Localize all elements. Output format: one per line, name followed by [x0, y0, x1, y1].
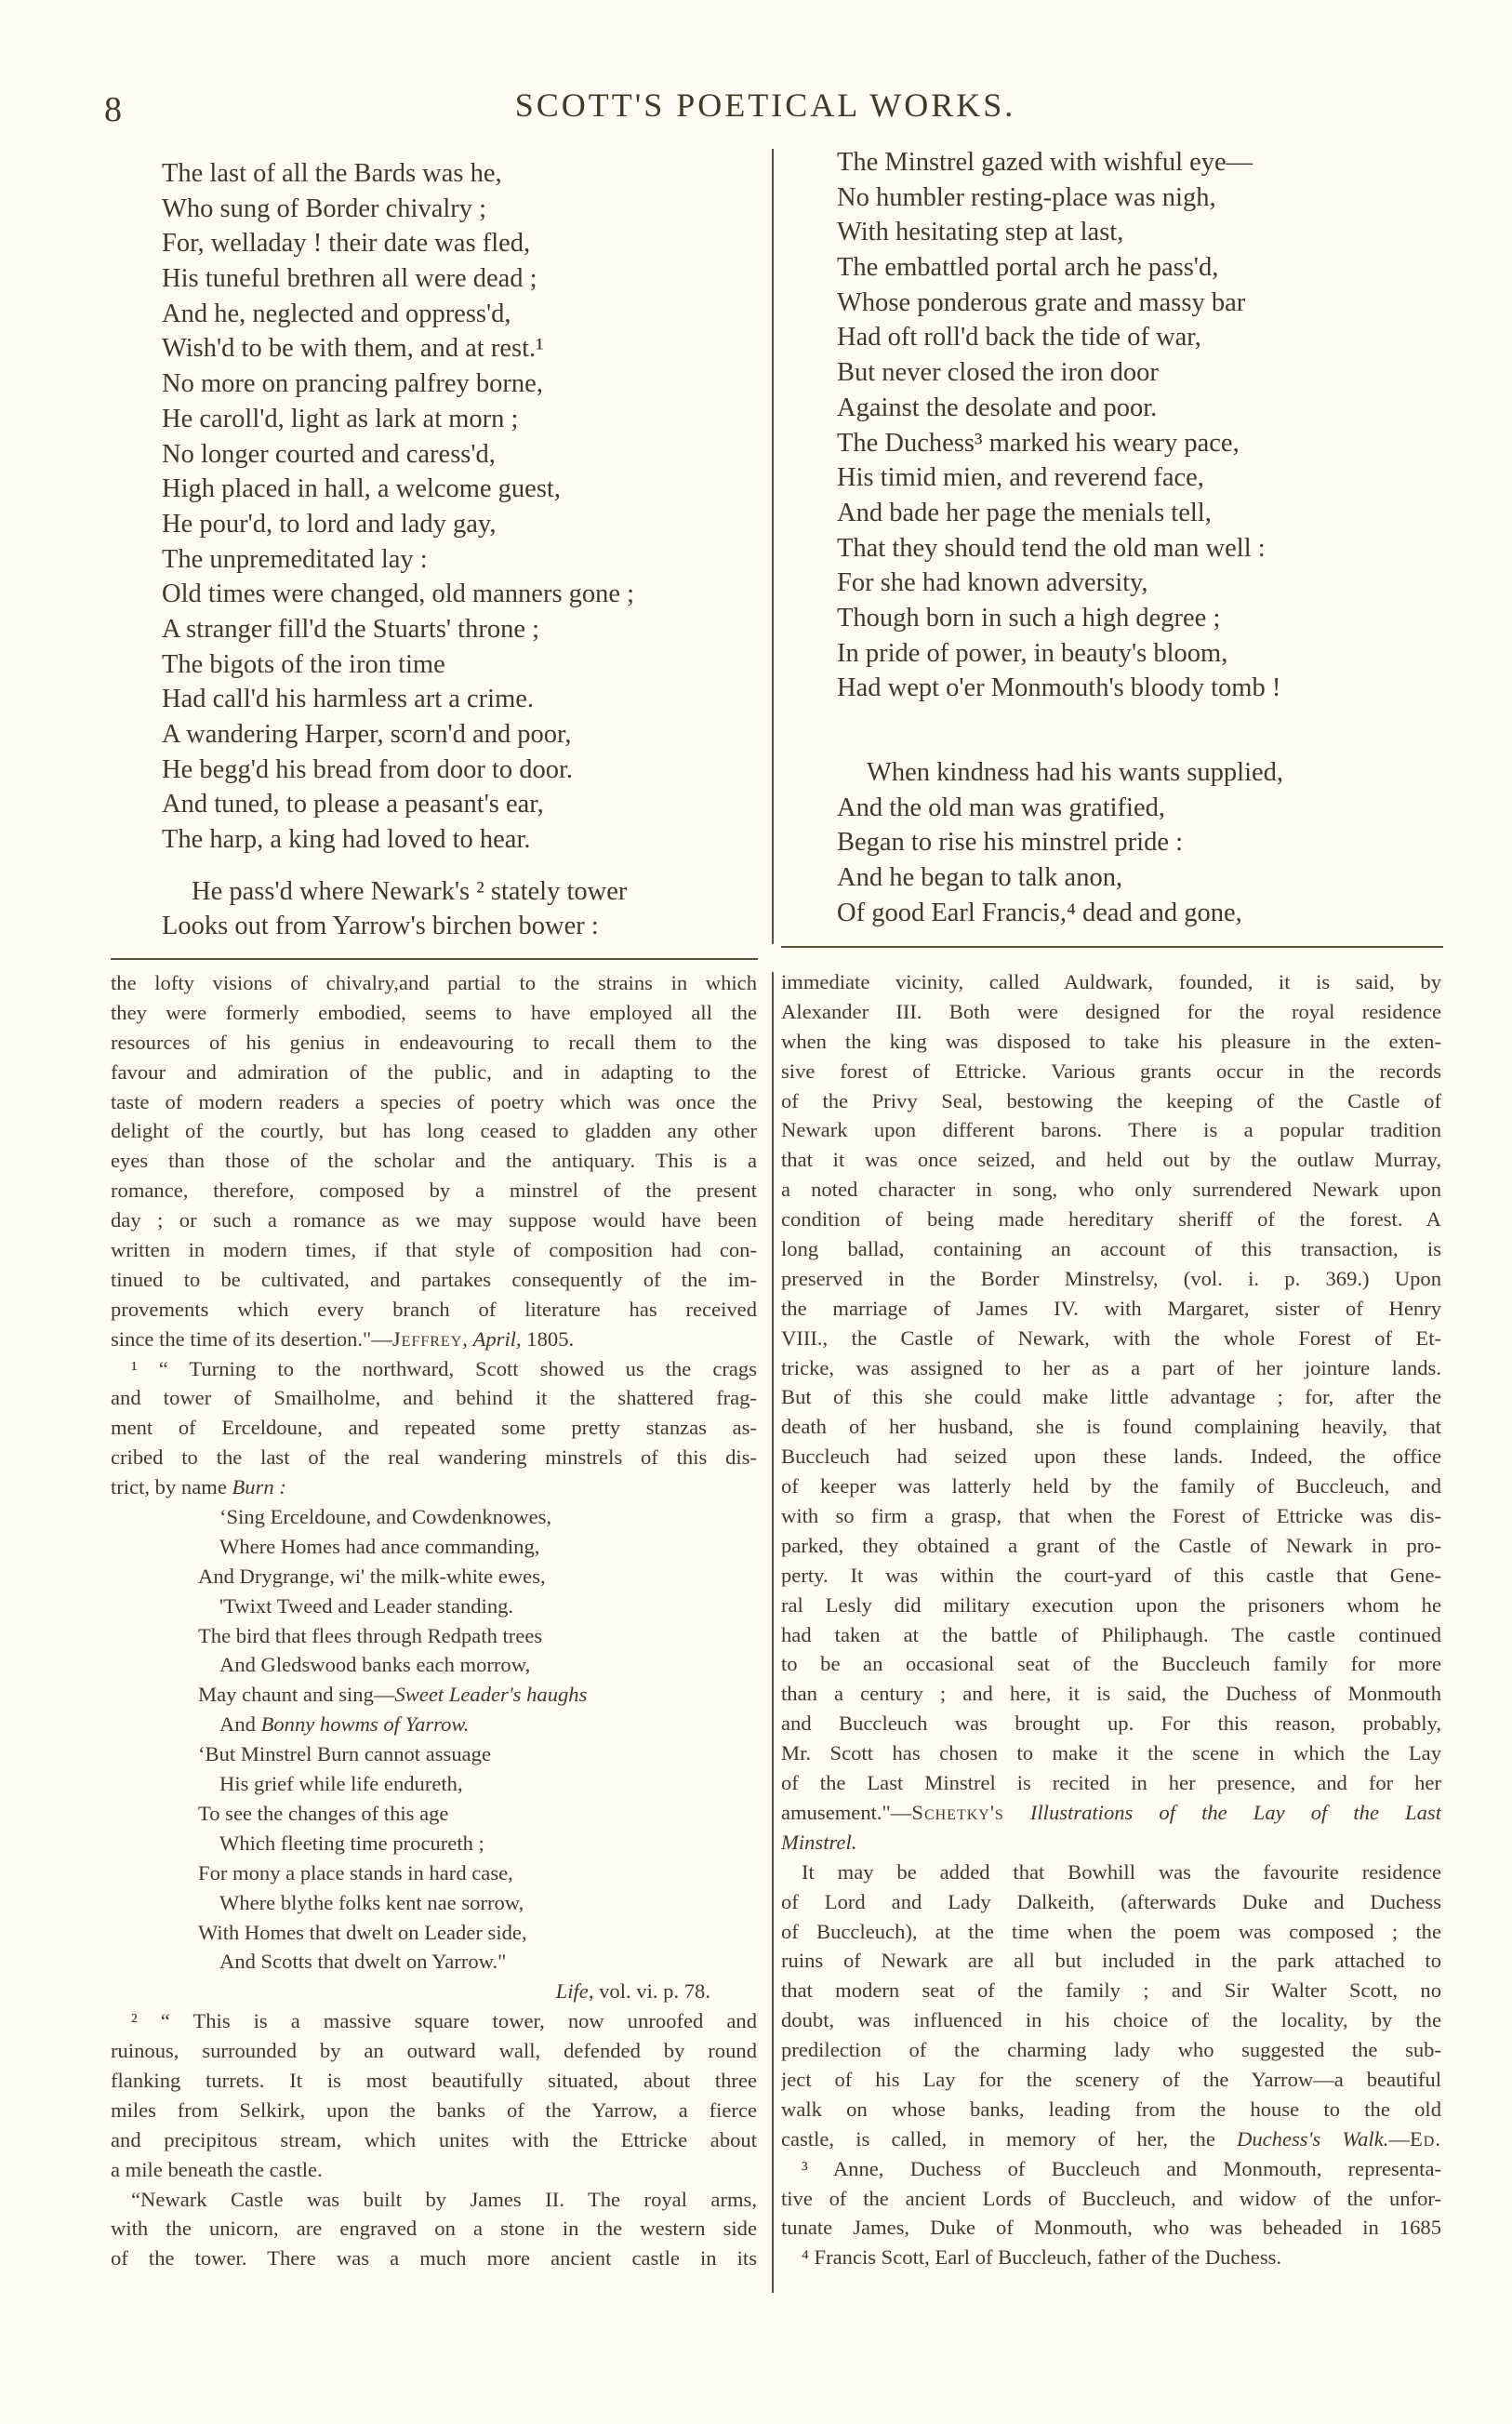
verse-line: The embattled portal arch he pass'd,: [837, 253, 1219, 283]
footnote-line: [111, 1354, 757, 1384]
text-run: than a century ; and here, it is said, the Duchess of Monmouth: [781, 1682, 1441, 1706]
text-run: provements which every branch of literature has received: [111, 1297, 757, 1321]
quoted-verse-line: [111, 1502, 757, 1532]
stanza-right-2: [837, 755, 1283, 930]
text-run: To see the changes of this age: [198, 1801, 449, 1825]
verse-line: Had wept o'er Monmouth's bloody tomb !: [837, 673, 1281, 703]
text-run: and precipitous stream, which unites with the Ettricke about: [111, 2127, 757, 2151]
text-run: written in modern times, if that style of composition had con-: [111, 1238, 757, 1262]
text-run: castle, is called, in memory of her, the: [781, 2126, 1238, 2151]
footnote-line: [781, 1976, 1441, 2005]
text-run: Schetky's: [911, 1800, 1004, 1824]
footnote-line: [111, 1325, 757, 1354]
footnote-line: [111, 1146, 757, 1176]
footnote-line: [781, 1620, 1441, 1650]
text-run: to be an occasional seat of the Buccleuch family for more: [781, 1652, 1441, 1676]
verse-line: No humbler resting-place was nigh,: [837, 182, 1216, 212]
column-divider-top: [772, 149, 774, 944]
text-run: death of her husband, she is found complaining heavily, that: [781, 1415, 1441, 1439]
text-run: flanking turrets. It is most beautifully situated, about three: [111, 2068, 757, 2092]
text-run: parked, they obtained a grant of the Castle of Newark in pro-: [781, 1533, 1441, 1557]
text-run: It may be added that Bowhill was the favourite residence: [802, 1859, 1441, 1884]
text-run: of the Privy Seal, bestowing the keeping of the Castle of: [781, 1088, 1441, 1112]
text-run: immediate vicinity, called Auldwark, founded, it is said, by: [781, 970, 1441, 993]
text-run: Bonny howms of Yarrow.: [260, 1712, 470, 1737]
footnote-line: [781, 1591, 1441, 1620]
text-run: Jeffrey: [391, 1326, 463, 1351]
quoted-verse-line: [111, 1947, 757, 1977]
text-run: Burn :: [232, 1475, 286, 1499]
footnotes-left-column: [111, 968, 757, 2273]
text-run: , vol. vi. p. 78.: [588, 1979, 710, 2004]
footnote-line: [781, 1057, 1441, 1086]
footnote-line: [781, 1472, 1441, 1501]
text-run: cribed to the last of the real wandering minstrels of this dis-: [111, 1445, 757, 1470]
footnote-line: [781, 1294, 1441, 1324]
footnote-line: [111, 1235, 757, 1265]
text-run: that it was once seized, and held out by the outlaw Murray,: [781, 1148, 1441, 1172]
verse-line: The Duchess³ marked his weary pace,: [837, 428, 1240, 458]
stanza-gap: [162, 858, 634, 874]
footnote-line: [111, 2096, 757, 2125]
text-run: VIII., the Castle of Newark, with the whole Forest of Et-: [781, 1325, 1441, 1350]
stanza-left-1: [162, 156, 634, 858]
footnote-line: [781, 1412, 1441, 1442]
footnote-line: [111, 2066, 757, 2096]
footnote-line: [111, 1295, 757, 1325]
text-run: With Homes that dwelt on Leader side,: [198, 1920, 527, 1944]
text-run: May chaunt and sing—: [198, 1683, 395, 1707]
footnote-line: [111, 1413, 757, 1443]
verse-line: He caroll'd, light as lark at morn ;: [162, 404, 519, 433]
text-run: eyes than those of the scholar and the antiquary. This is a: [111, 1149, 757, 1173]
text-run: they were formerly embodied, seems to have employed all the: [111, 1000, 757, 1024]
footnote-line: [781, 1264, 1441, 1294]
footnote-line: [111, 1205, 757, 1235]
text-run: tive of the ancient Lords of Buccleuch, and widow of the unfor-: [781, 2186, 1441, 2210]
footnote-line: [111, 2125, 757, 2155]
quoted-verse-line: [111, 1739, 757, 1769]
footnote-line: [111, 1116, 757, 1146]
footnote-line: [781, 1679, 1441, 1709]
verse-line: He pass'd where Newark's ² stately tower: [192, 876, 628, 906]
text-run: Alexander III. Both were designed for the royal residence: [781, 999, 1441, 1023]
quoted-verse-line: [111, 1532, 757, 1562]
verse-line: Who sung of Border chivalry ;: [162, 193, 487, 223]
text-run: ³ Anne, Duchess of Buccleuch and Monmouth, representa-: [802, 2156, 1441, 2180]
footnote-line: [781, 997, 1441, 1027]
footnote-line: [781, 1531, 1441, 1561]
footnote-line: [781, 1115, 1441, 1145]
footnote-line: [111, 1265, 757, 1295]
verse-line: He pour'd, to lord and lady gay,: [162, 509, 497, 539]
footnote-line: [111, 2185, 757, 2215]
footnote-line: [781, 1561, 1441, 1591]
footnote-line: [781, 1709, 1441, 1738]
verse-line: His tuneful brethren all were dead ;: [162, 264, 537, 294]
footnote-line: [111, 2006, 757, 2036]
footnote-line: [111, 1977, 757, 2006]
verse-line: His timid mien, and reverend face,: [837, 463, 1204, 493]
text-run: of the tower. There was a much more ancient castle in its: [111, 2246, 757, 2271]
text-run: ² “ This is a massive square tower, now unroofed and: [131, 2009, 757, 2033]
text-run: of Lord and Lady Dalkeith, (afterwards Duke and Duchess: [781, 1889, 1441, 1913]
text-run: preserved in the Border Minstrelsy, (vol. i. p. 369.) Upon: [781, 1266, 1441, 1290]
footnote-line: [781, 2124, 1441, 2154]
footnote-line: [781, 1946, 1441, 1976]
text-run: Newark upon different barons. There is a popular tradition: [781, 1118, 1441, 1142]
verse-line: No longer courted and caress'd,: [162, 439, 496, 469]
text-run: And Gledswood banks each morrow,: [219, 1653, 531, 1677]
footnote-line: [781, 2184, 1441, 2214]
text-run: April,: [472, 1326, 522, 1351]
poem-left-column: [162, 156, 634, 944]
text-run: a noted character in song, who only surrendered Newark upon: [781, 1178, 1441, 1202]
verse-line: Had oft roll'd back the tide of war,: [837, 323, 1201, 353]
text-run: —: [1388, 2126, 1410, 2151]
quoted-verse-line: [111, 1799, 757, 1829]
running-head-title: SCOTT'S POETICAL WORKS.: [514, 87, 1016, 124]
text-run: miles from Selkirk, upon the banks of the Yarrow, a fierce: [111, 2098, 757, 2122]
text-run: And Drygrange, wi' the milk-white ewes,: [198, 1564, 546, 1588]
text-run: walk on whose banks, leading from the house to the old: [781, 2097, 1441, 2121]
text-run: long ballad, containing an account of this transaction, is: [781, 1237, 1441, 1261]
text-run: Where blythe folks kent nae sorrow,: [219, 1890, 524, 1914]
text-run: favour and admiration of the public, and in adapting to the: [111, 1059, 757, 1084]
text-run: ¹ “ Turning to the northward, Scott showed us the crags: [131, 1356, 757, 1380]
verse-line: A stranger fill'd the Stuarts' throne ;: [162, 614, 540, 644]
verse-line: The harp, a king had loved to hear.: [162, 825, 531, 855]
stanza-gap: [837, 706, 1283, 755]
verse-line: And tuned, to please a peasant's ear,: [162, 790, 544, 819]
text-run: ral Lesly did military execution upon the prisoners whom he: [781, 1592, 1441, 1617]
text-run: of Buccleuch), at the time when the poem was composed ; the: [781, 1919, 1441, 1943]
footnotes-right-column: [781, 967, 1441, 2272]
text-run: trict, by name: [111, 1475, 232, 1499]
quoted-verse-line: [111, 1650, 757, 1680]
text-run: since the time of its desertion."—: [111, 1326, 392, 1351]
footnote-line: [781, 1649, 1441, 1679]
text-run: Illustrations of the Lay of the Last: [1029, 1800, 1441, 1824]
text-run: ruinous, surrounded by an outward wall, defended by round: [111, 2039, 757, 2063]
footnote-line: [111, 2155, 757, 2185]
footnote-line: [781, 1205, 1441, 1234]
text-run: [1004, 1801, 1030, 1824]
stanza-right-1: [837, 145, 1283, 706]
text-run: with the unicorn, are engraved on a stone in the western side: [111, 2217, 757, 2241]
footnote-line: [781, 1234, 1441, 1264]
text-run: the lofty visions of chivalry,and partial to the strains in which: [111, 971, 757, 994]
footnote-line: [781, 1145, 1441, 1175]
verse-line: The last of all the Bards was he,: [162, 159, 502, 188]
footnote-line: [111, 2214, 757, 2244]
text-run: His grief while life endureth,: [219, 1772, 463, 1796]
footnote-line: [781, 1027, 1441, 1057]
verse-line: The Minstrel gazed with wishful eye—: [837, 148, 1253, 177]
text-run: ⁴ Francis Scott, Earl of Buccleuch, father of the Duchess.: [802, 2245, 1282, 2270]
footnote-line: [111, 998, 757, 1028]
footnote-line: [781, 1324, 1441, 1353]
text-run: tricke, was assigned to her as a part of her jointure lands.: [781, 1355, 1441, 1379]
text-run: Which fleeting time procureth ;: [219, 1831, 484, 1855]
verse-line: That they should tend the old man well :: [837, 533, 1266, 563]
footnote-line: [781, 2065, 1441, 2095]
footnote-line: [781, 1798, 1441, 1828]
verse-line: No more on prancing palfrey borne,: [162, 369, 543, 399]
page-number: 8: [104, 90, 122, 129]
text-run: The bird that flees through Redpath trees: [198, 1623, 543, 1647]
text-run: ‘Sing Erceldoune, and Cowdenknowes,: [219, 1505, 552, 1529]
verse-line: Whose ponderous grate and massy bar: [837, 287, 1246, 317]
verse-line: And he, neglected and oppress'd,: [162, 299, 511, 328]
footnote-line: [111, 2036, 757, 2066]
verse-line: Began to rise his minstrel pride :: [837, 828, 1184, 858]
text-run: ject of his Lay for the scenery of the Yarrow—a beautiful: [781, 2067, 1441, 2091]
text-run: Buccleuch had seized upon these lands. Indeed, the office: [781, 1445, 1441, 1469]
quoted-verse-line: [111, 1829, 757, 1858]
verse-line: And the old man was gratified,: [837, 792, 1165, 822]
text-run: when the king was disposed to take his pleasure in the exten-: [781, 1029, 1441, 1053]
verse-line: And he began to talk anon,: [837, 863, 1123, 893]
text-run: of the Last Minstrel is recited in her presence, and for her: [781, 1771, 1441, 1795]
text-run: condition of being made hereditary sheriff of the forest. A: [781, 1207, 1441, 1232]
text-run: tunate James, Duke of Monmouth, who was beheaded in 1685: [781, 2216, 1441, 2240]
text-run: romance, therefore, composed by a minstrel of the present: [111, 1179, 757, 1203]
column-divider-stub: [772, 2270, 774, 2293]
quoted-verse-line: [111, 1562, 757, 1592]
verse-line: And bade her page the menials tell,: [837, 498, 1212, 527]
quoted-verse-line: [111, 1710, 757, 1739]
text-run: of keeper was latterly held by the family of Buccleuch, and: [781, 1474, 1441, 1498]
verse-line: Wish'd to be with them, and at rest.¹: [162, 334, 544, 364]
text-run: that modern seat of the family ; and Sir Walter Scott, no: [781, 1978, 1441, 2003]
footnote-line: [781, 2005, 1441, 2035]
verse-line: Though born in such a high degree ;: [837, 603, 1221, 633]
footnote-line: [111, 1472, 757, 1502]
text-run: For mony a place stands in hard case,: [198, 1860, 513, 1885]
verse-line: The unpremeditated lay :: [162, 544, 428, 574]
text-run: Ed.: [1409, 2126, 1441, 2151]
verse-line: When kindness had his wants supplied,: [867, 758, 1284, 787]
text-run: doubt, was influenced in his choice of the locality, by the: [781, 2008, 1441, 2032]
quoted-verse-line: [111, 1858, 757, 1888]
text-run: perty. It was within the court-yard of this castle that Gene-: [781, 1563, 1441, 1587]
text-run: taste of modern readers a species of poetry which was once the: [111, 1089, 757, 1113]
verse-line: With hesitating step at last,: [837, 218, 1124, 247]
text-run: ,: [462, 1326, 473, 1351]
text-run: Duchess's Walk.: [1237, 2126, 1389, 2151]
footnote-line: [111, 1176, 757, 1205]
footnote-line: [111, 1383, 757, 1413]
footnote-line: [781, 1768, 1441, 1798]
quoted-verse-line: [111, 1888, 757, 1918]
footnote-line: [111, 1087, 757, 1117]
text-run: 'Twixt Tweed and Leader standing.: [219, 1593, 514, 1618]
text-run: predilection of the charming lady who suggested the sub-: [781, 2038, 1441, 2062]
footnote-line: [781, 2095, 1441, 2124]
verse-line: The bigots of the iron time: [162, 649, 445, 679]
column-divider-notes: [772, 972, 774, 2274]
text-run: Mr. Scott has chosen to make it the scene in which the Lay: [781, 1741, 1441, 1765]
footnote-line: [781, 1501, 1441, 1531]
text-run: ment of Erceldoune, and repeated some pretty stanzas as-: [111, 1416, 757, 1440]
text-run: And Scotts that dwelt on Yarrow.": [219, 1950, 507, 1974]
footnote-line: [111, 1443, 757, 1472]
footnote-line: [111, 2244, 757, 2273]
verse-line: In pride of power, in beauty's bloom,: [837, 638, 1228, 668]
verse-line: Old times were changed, old manners gone ;: [162, 579, 635, 609]
quoted-verse-line: [111, 1680, 757, 1710]
verse-line: High placed in hall, a welcome guest,: [162, 474, 561, 504]
footnote-line: [781, 1917, 1441, 1947]
text-run: sive forest of Ettricke. Various grants occur in the records: [781, 1059, 1441, 1083]
verse-line: Of good Earl Francis,⁴ dead and gone,: [837, 898, 1242, 927]
footnote-line: [781, 2243, 1441, 2272]
text-run: with so firm a grasp, that when the Forest of Ettricke was dis-: [781, 1504, 1441, 1528]
text-run: a mile beneath the castle.: [111, 2157, 323, 2181]
text-run: Where Homes had ance commanding,: [219, 1534, 540, 1558]
text-run: 1805.: [521, 1326, 575, 1351]
footnote-line: [781, 1353, 1441, 1383]
text-run: Life: [555, 1979, 589, 2004]
poem-right-column: [837, 145, 1283, 930]
footnote-line: [781, 2154, 1441, 2184]
footnote-line: [781, 1086, 1441, 1116]
verse-line: Had call'd his harmless art a crime.: [162, 685, 535, 714]
text-run: Minstrel.: [781, 1830, 857, 1854]
text-run: And: [219, 1712, 261, 1737]
footnote-line: [781, 967, 1441, 997]
footnote-line: [781, 1175, 1441, 1205]
footnote-line: [111, 968, 757, 998]
verse-line: For she had known adversity,: [837, 568, 1148, 598]
text-run: and tower of Smailholme, and behind it the shattered frag-: [111, 1386, 757, 1410]
text-run: “Newark Castle was built by James II. The royal arms,: [131, 2187, 757, 2211]
verse-line: Against the desolate and poor.: [837, 393, 1158, 422]
text-run: But of this she could make little advantage ; for, after the: [781, 1385, 1441, 1409]
text-run: and Buccleuch was brought up. For this reason, probably,: [781, 1711, 1441, 1736]
quoted-verse-line: [111, 1918, 757, 1948]
footnote-line: [111, 1058, 757, 1087]
verse-line: For, welladay ! their date was fled,: [162, 229, 531, 259]
footnote-line: [781, 1828, 1441, 1858]
text-run: ruins of Newark are all but included in the park attached to: [781, 1949, 1441, 1973]
footnote-line: [111, 1028, 757, 1058]
footnote-line: [781, 2035, 1441, 2065]
text-run: resources of his genius in endeavouring to recall them to the: [111, 1030, 757, 1054]
verse-line: Looks out from Yarrow's birchen bower :: [162, 912, 599, 941]
text-run: tinued to be cultivated, and partakes consequently of the im-: [111, 1267, 757, 1291]
footnote-rule-left: [111, 958, 758, 960]
text-run: had taken at the battle of Philiphaugh. The castle continued: [781, 1622, 1441, 1646]
quoted-verse-line: [111, 1769, 757, 1799]
footnote-line: [781, 1738, 1441, 1768]
verse-line: But never closed the iron door: [837, 358, 1159, 388]
stanza-left-2: [162, 874, 634, 944]
footnote-line: [781, 1858, 1441, 1887]
footnote-line: [781, 1382, 1441, 1412]
quoted-verse-line: [111, 1621, 757, 1651]
verse-line: He begg'd his bread from door to door.: [162, 754, 574, 784]
text-run: day ; or such a romance as we may suppose would have been: [111, 1208, 757, 1232]
quoted-verse-line: [111, 1592, 757, 1621]
footnote-line: [781, 1887, 1441, 1917]
text-run: the marriage of James IV. with Margaret, sister of Henry: [781, 1296, 1441, 1320]
text-run: ‘But Minstrel Burn cannot assuage: [198, 1742, 491, 1766]
verse-line: A wandering Harper, scorn'd and poor,: [162, 720, 572, 749]
footnote-line: [781, 2213, 1441, 2243]
text-run: delight of the courtly, but has long ceased to gladden any other: [111, 1119, 757, 1143]
text-run: Sweet Leader's haughs: [394, 1683, 588, 1707]
text-run: amusement."—: [781, 1800, 912, 1824]
footnote-rule-right: [781, 946, 1443, 948]
footnote-line: [781, 1442, 1441, 1472]
